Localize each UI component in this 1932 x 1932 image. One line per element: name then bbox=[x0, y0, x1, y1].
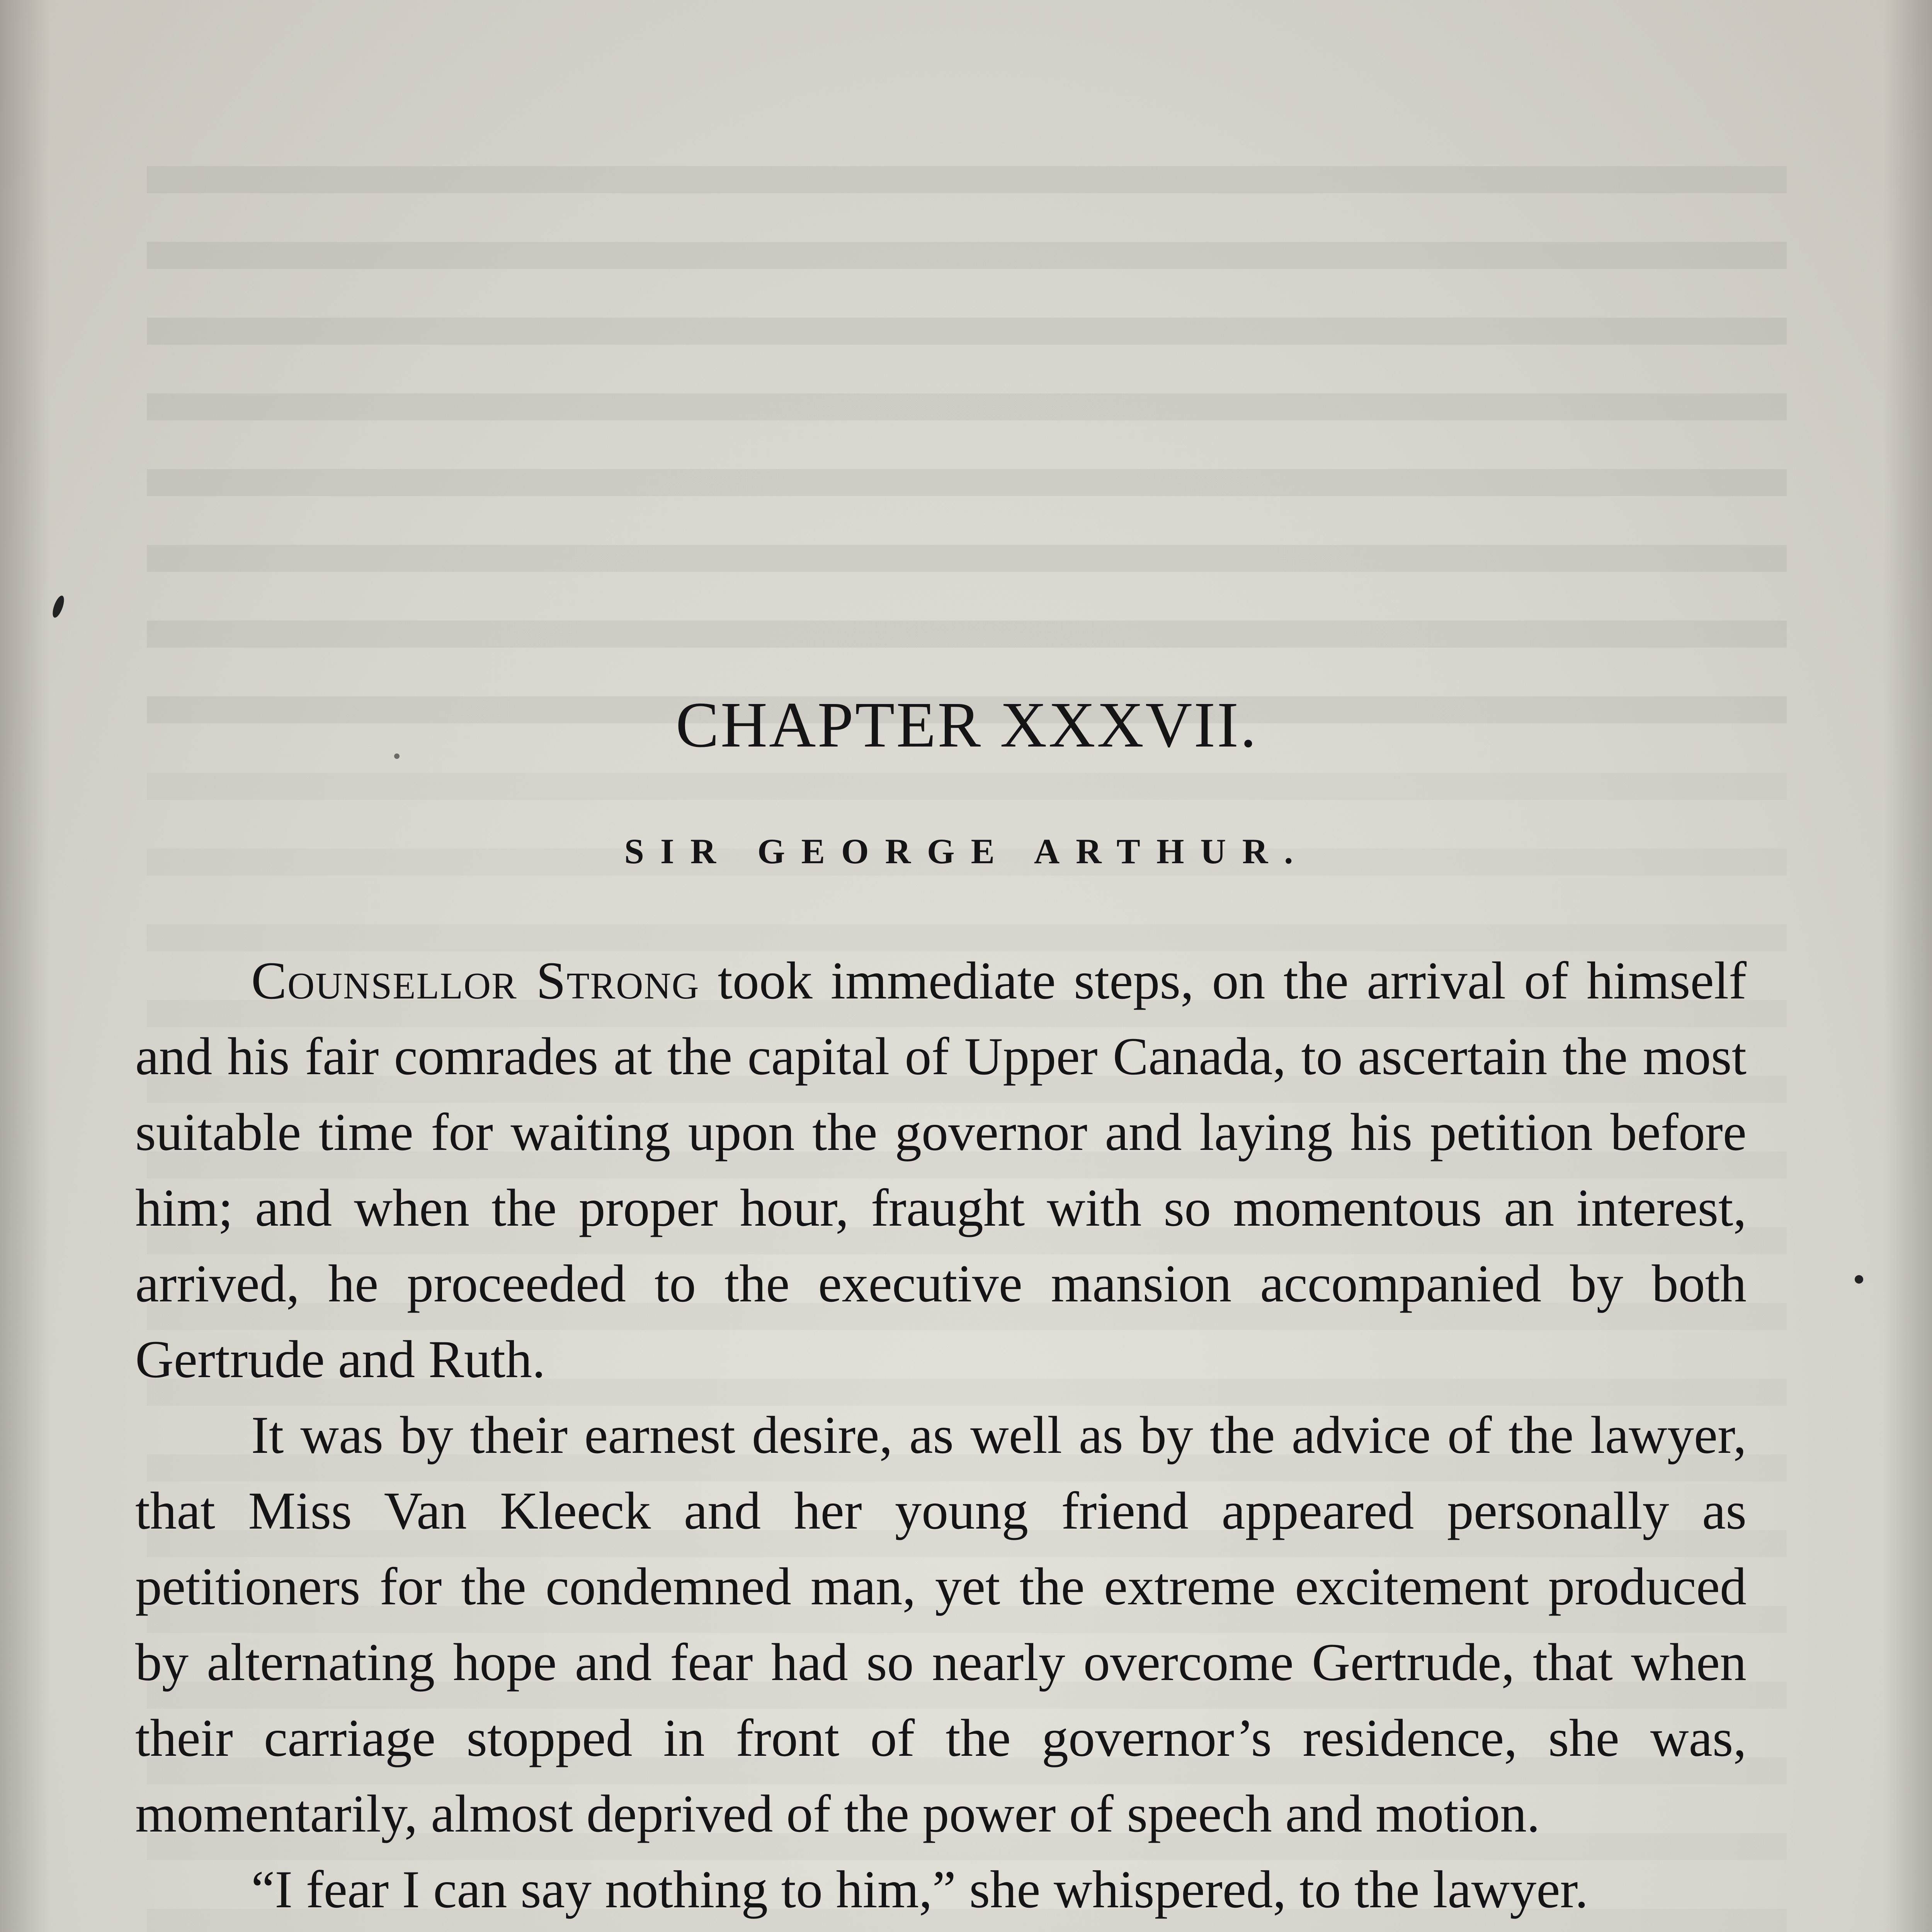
show-through-texture bbox=[0, 166, 1932, 746]
ink-speck bbox=[50, 594, 66, 619]
paragraph-1-lead: Counsellor Strong bbox=[251, 951, 700, 1010]
left-edge-shadow bbox=[0, 0, 50, 1932]
chapter-heading: CHAPTER XXXVII. bbox=[675, 689, 1258, 761]
paragraph-1-text: took immediate steps, on the arrival of himself and his fair comrades at the capital of Upper Canada, to ascertain the most suitable time for waiting upon the governor and laying his petition before him; and when the proper hour, fraught with so momentous an interest, arrived, he proceeded to the executive mansion accompanied by both Gertrude and Ruth. bbox=[135, 951, 1747, 1389]
right-edge-shadow bbox=[1883, 0, 1932, 1932]
paragraph-2: It was by their earnest desire, as well as by the advice of the lawyer, that Miss Van Kleeck and her young friend appeared personally as petitioners for the condemned man, yet the extreme excitement produced by alternating hope and fear had so nearly overcome Gertrude, that when their carriage stopped in front of the governor’s residence, she was, momentarily, almost deprived of the power of speech and motion. bbox=[135, 1405, 1747, 1843]
ink-speck bbox=[394, 753, 400, 759]
paragraph-4 bbox=[135, 1927, 1747, 1932]
paragraph-1 bbox=[135, 943, 1747, 1397]
chapter-body bbox=[135, 943, 1747, 1932]
paragraph-3: “I fear I can say nothing to him,” she whispered, to the lawyer. bbox=[251, 1860, 1588, 1919]
chapter-subtitle: SIR GEORGE ARTHUR. bbox=[624, 832, 1310, 871]
ink-speck bbox=[1855, 1275, 1863, 1284]
